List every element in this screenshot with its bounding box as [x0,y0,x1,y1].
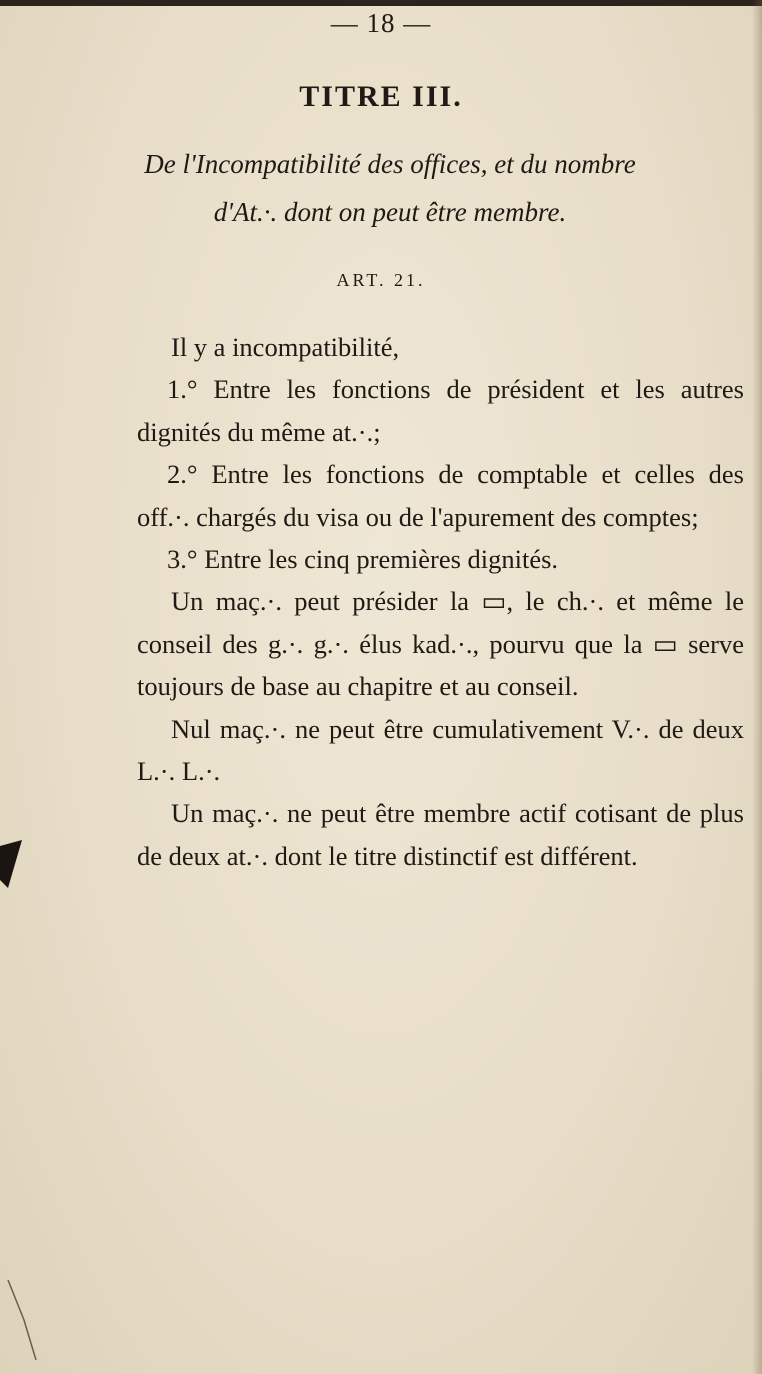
section-subtitle: De l'Incompatibilité des offices, et du nombre d'At.·. dont on peut être membre. [144,149,636,227]
paragraph: 1.° Entre les fonctions de président et les autres dignités du même at.·.; [137,374,744,447]
page-number: — 18 — [330,8,432,38]
page-right-edge [752,0,762,1374]
paragraph: Un maç.·. ne peut être membre actif cotisant de plus de deux at.·. dont le titre distinctif est différent. [137,798,744,871]
article-heading: ART. 21. [336,270,426,290]
article-body [137,326,744,877]
paragraph: Un maç.·. peut présider la ▭, le ch.·. et même le conseil des g.·. g.·. élus kad.·., pourvu que la ▭ serve toujours de base au chapitre et au conseil. [137,586,744,702]
paragraph: Nul maç.·. ne peut être cumulativement V.·. de deux L.·. L.·. [137,713,744,787]
paragraph: 2.° Entre les fonctions de comptable et celles des off.·. chargés du visa ou de l'apurement des comptes; [137,459,744,532]
paragraph: Il y a incompatibilité, [171,332,400,362]
margin-mark [0,840,22,888]
page-crease [6,1280,46,1360]
paragraph: 3.° Entre les cinq premières dignités. [167,544,559,575]
section-title: TITRE III. [299,80,463,113]
page-top-edge [0,0,762,6]
